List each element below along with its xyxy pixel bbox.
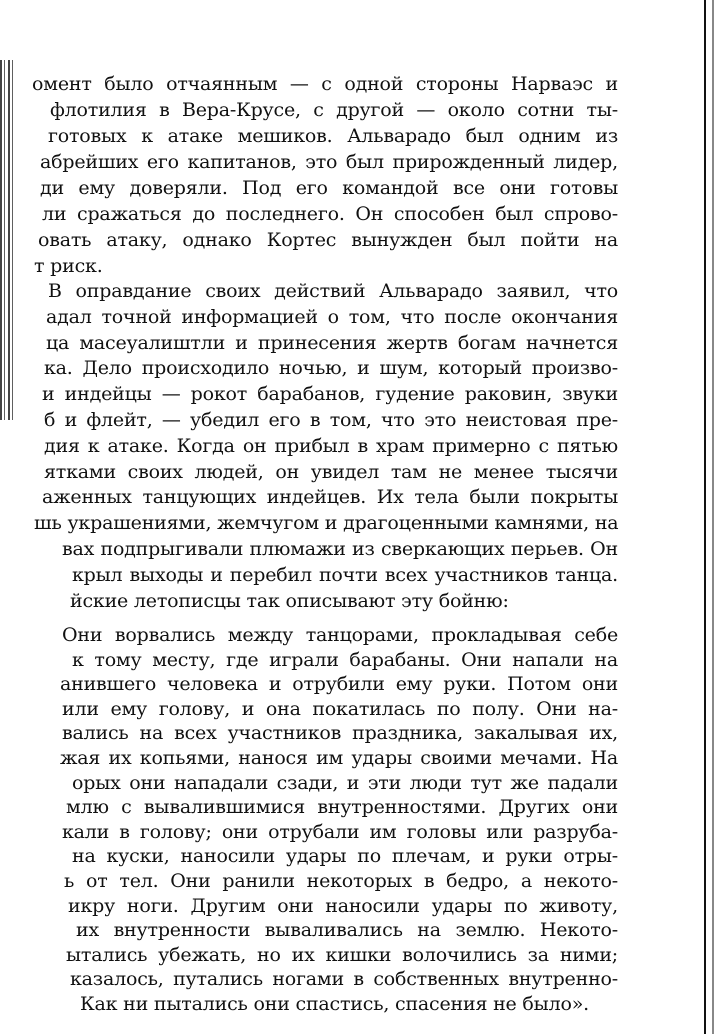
text-line: крыл выходы и перебил почти всех участников танца.: [72, 563, 618, 586]
text-line: икру ноги. Другим они наносили удары по животу,: [68, 894, 618, 917]
text-line: аженных танцующих индейцев. Их тела были покрыты: [42, 486, 618, 509]
text-line: или ему голову, и она покатилась по полу. Они на-: [62, 697, 618, 720]
text-line: адал точной информацией о том, что после окончания: [46, 305, 618, 328]
text-line: готовых к атаке мешиков. Альварадо был одним из: [48, 125, 618, 147]
text-line: шь украшениями, жемчугом и драгоценными камнями, на: [34, 512, 619, 535]
text-line: йские летописцы так описывают эту бойню:: [70, 589, 509, 612]
text-line: т риск.: [34, 255, 103, 277]
binding-shadow: [0, 60, 16, 420]
text-line: б и флейт, — убедил его в том, что это неистовая пре-: [44, 409, 618, 431]
text-line: омент было отчаянным — с одной стороны Нарваэс и: [32, 73, 618, 95]
text-line: Они ворвались между танцорами, прокладывая себе: [62, 624, 618, 646]
text-line: их внутренности вываливались на землю. Некото-: [76, 919, 618, 942]
page-edge-right-secondary: [712, 0, 714, 1034]
text-line: ца масеуалиштли и принесения жертв богам начнется: [46, 331, 618, 354]
text-line: вах подпрыгивали плюмажи из сверкающих перьев. Он: [62, 538, 618, 560]
text-line: млю с вывалившимися внутренностями. Других они: [66, 796, 618, 819]
text-line: абрейших его капитанов, это был прирожденный лидер,: [40, 151, 618, 173]
text-line: на куски, наносили удары по плечам, и руки отры-: [72, 845, 618, 868]
text-line: ли сражаться до последнего. Он способен был спрово-: [42, 203, 618, 225]
text-line: ытались убежать, но их кишки волочились за ними;: [66, 943, 618, 966]
text-line: овать атаку, однако Кортес вынужден был пойти на: [38, 229, 618, 251]
text-line: флотилия в Вера-Крусе, с другой — около сотни ты-: [50, 99, 618, 121]
text-line: дия к атаке. Когда он прибыл в храм примерно с пятью: [44, 434, 618, 457]
text-line: ятками своих людей, он увидел там не менее тысячи: [44, 460, 618, 483]
page-edge-right: [704, 0, 706, 1034]
text-line: орых они нападали сзади, и эти люди тут же падали: [72, 771, 618, 794]
text-line: анившего человека и отрубили ему руки. Потом они: [60, 673, 618, 696]
text-line: ди ему доверяли. Под его командой все они готовы: [40, 177, 618, 199]
text-line: и индейцы — рокот барабанов, гудение раковин, звуки: [42, 383, 618, 406]
text-line: Как ни пытались они спастись, спасения не было».: [80, 993, 589, 1015]
text-line: к тому месту, где играли барабаны. Они напали на: [72, 648, 618, 671]
text-line: ь от тел. Они ранили некоторых в бедро, а некото-: [64, 870, 618, 892]
text-line: кали в голову; они отрубали им головы или разруба-: [62, 820, 618, 843]
text-line: ка. Дело происходило ночью, и шум, который произво-: [44, 357, 618, 380]
text-line: вались на всех участников праздника, закалывая их,: [62, 722, 618, 745]
text-line: В оправдание своих действий Альварадо заявил, что: [48, 280, 618, 302]
text-line: жая их копьями, нанося им удары своими мечами. На: [60, 747, 618, 769]
text-line: казалось, путались ногами в собственных внутренно-: [70, 968, 618, 991]
